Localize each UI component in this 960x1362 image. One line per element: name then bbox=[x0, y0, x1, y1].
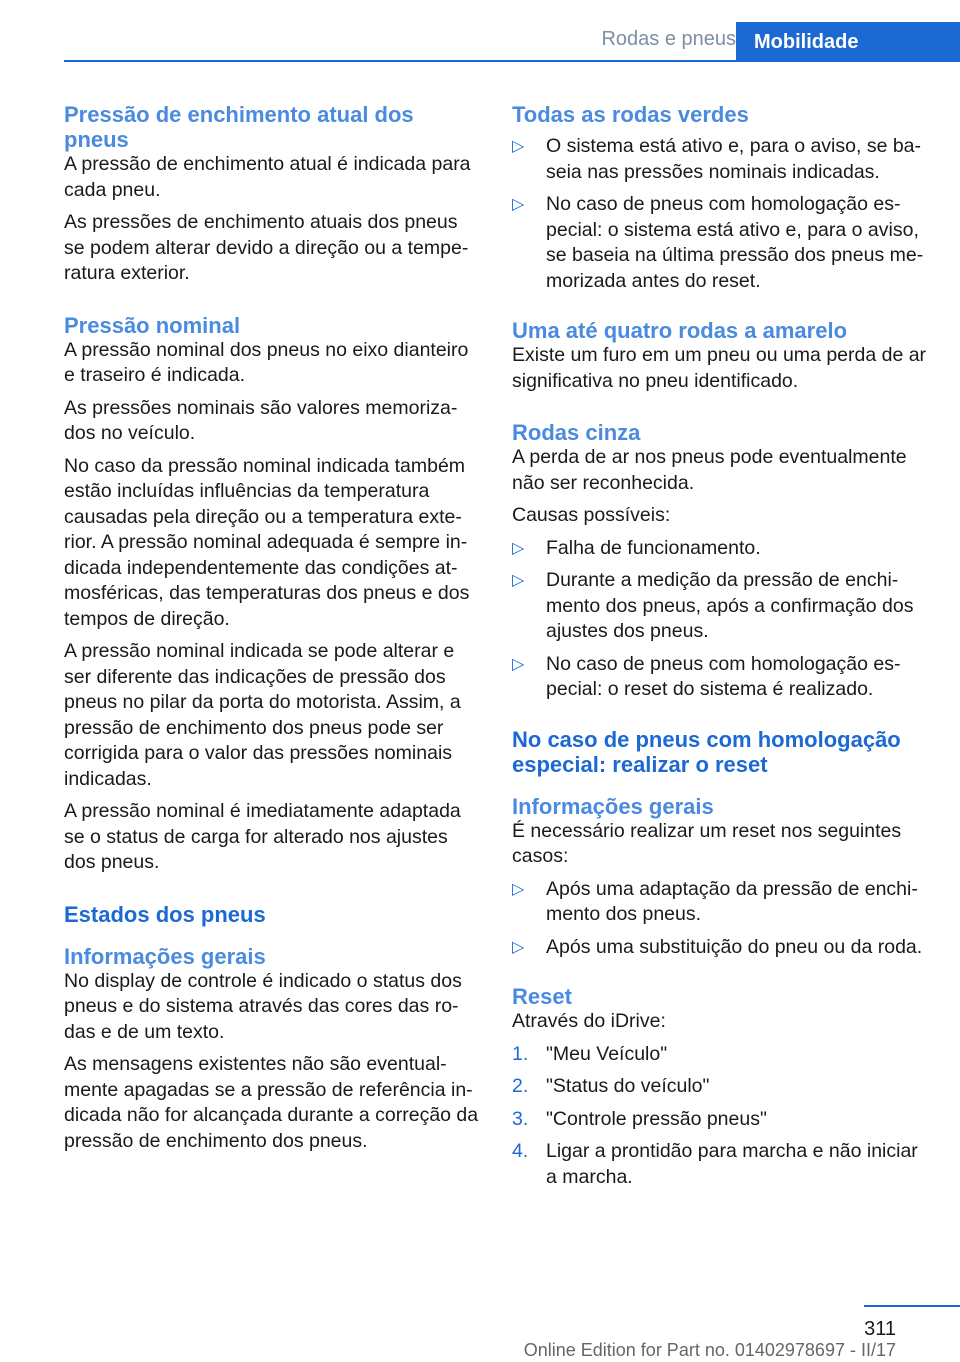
step-item: 3. "Controle pressão pneus" bbox=[512, 1107, 928, 1133]
left-column bbox=[64, 102, 480, 1154]
paragraph: No caso da pressão nominal indicada também estão incluídas influências da temperatura causadas pela direção ou a temperatura exte- rior. A pressão nominal adequada é sempre in- dicada independentemente das condições at- mosféricas, das temperaturas dos pneus e dos tempos de direção. bbox=[64, 454, 470, 630]
list-causes bbox=[512, 536, 928, 703]
triangle-bullet-icon: ▷ bbox=[512, 572, 525, 589]
paragraph: No display de controle é indicado o status dos pneus e do sistema através das cores das ro- das e de um texto. bbox=[64, 969, 462, 1043]
list-item: ▷ O sistema está ativo e, para o aviso, se ba- seia nas pressões nominais indicadas. bbox=[512, 135, 922, 183]
heading-reset: Reset bbox=[512, 984, 572, 1009]
step-item: 1. "Meu Veículo" bbox=[512, 1042, 928, 1068]
triangle-bullet-icon: ▷ bbox=[512, 196, 525, 213]
triangle-bullet-icon: ▷ bbox=[512, 539, 525, 557]
heading-nominal-pressure: Pressão nominal bbox=[64, 312, 241, 338]
triangle-bullet-icon: ▷ bbox=[512, 138, 525, 155]
heading-current-pressure: Pressão de enchimento atual dos pneus bbox=[64, 102, 414, 152]
paragraph: É necessário realizar um reset nos seguintes casos: bbox=[512, 819, 902, 867]
triangle-bullet-icon: ▷ bbox=[512, 655, 525, 673]
step-item: 4. Ligar a prontidão para marcha e não iniciar a marcha. bbox=[512, 1140, 918, 1188]
paragraph: Existe um furo em um pneu ou uma perda de ar significativa no pneu identificado. bbox=[512, 344, 927, 392]
paragraph: A perda de ar nos pneus pode eventualmente não ser reconhecida. bbox=[512, 446, 907, 494]
list-item: ▷ Falha de funcionamento. bbox=[512, 536, 928, 562]
section-label: Rodas e pneus bbox=[601, 28, 736, 50]
paragraph: A pressão nominal indicada se pode alterar e ser diferente das indicações de pressão dos pneus no pilar da porta do motorista. Assim, a pressão de enchimento dos pneus pode ser corrigida para o valor das pressões nominais indicadas. bbox=[64, 640, 461, 790]
step-number: 3. bbox=[512, 1107, 529, 1130]
step-number: 4. bbox=[512, 1140, 529, 1162]
paragraph: As pressões de enchimento atuais dos pneus se podem alterar devido a direção ou a tempe- ratura exterior. bbox=[64, 211, 469, 284]
step-number: 1. bbox=[512, 1042, 529, 1065]
paragraph: A pressão de enchimento atual é indicada para cada pneu. bbox=[64, 153, 471, 201]
heading-general-info: Informações gerais bbox=[512, 793, 714, 819]
right-column bbox=[512, 102, 928, 1197]
chapter-tab: Mobilidade bbox=[736, 22, 960, 62]
list-all-green bbox=[512, 134, 928, 294]
steps-list bbox=[512, 1042, 928, 1191]
footer-rule bbox=[864, 1305, 960, 1307]
paragraph: As mensagens existentes não são eventual- mente apagadas se a pressão de referência in- dicada não for alcançada durante a correção da pressão de enchimento dos pneus. bbox=[64, 1053, 479, 1152]
heading-yellow-wheels: Uma até quatro rodas a amarelo bbox=[512, 318, 848, 343]
heading-tire-states: Estados dos pneus bbox=[64, 901, 266, 927]
list-item: ▷ Após uma adaptação da pressão de enchi- mento dos pneus. bbox=[512, 877, 918, 925]
paragraph: Através do iDrive: bbox=[512, 1010, 666, 1032]
list-item: ▷ No caso de pneus com homologação es- pecial: o reset do sistema é realizado. bbox=[512, 652, 901, 700]
heading-general-info: Informações gerais bbox=[64, 943, 266, 969]
list-item: ▷ No caso de pneus com homologação es- pecial: o sistema está ativo e, para o aviso, se baseia na última pressão dos pneus me- morizada antes do reset. bbox=[512, 193, 924, 292]
paragraph: Causas possíveis: bbox=[512, 504, 671, 526]
list-reset-cases bbox=[512, 877, 928, 961]
heading-reset-special: No caso de pneus com homologação especial: realizar o reset bbox=[512, 726, 901, 777]
triangle-bullet-icon: ▷ bbox=[512, 880, 525, 898]
step-item: 2. "Status do veículo" bbox=[512, 1074, 928, 1100]
heading-grey-wheels: Rodas cinza bbox=[512, 420, 641, 445]
header-rule bbox=[64, 60, 960, 62]
list-item: ▷ Durante a medição da pressão de enchi- mento dos pneus, após a confirmação dos ajustes dos pneus. bbox=[512, 569, 914, 642]
edition-footer: Online Edition for Part no. 01402978697 - II/17 bbox=[523, 1340, 896, 1360]
paragraph: A pressão nominal dos pneus no eixo dianteiro e traseiro é indicada. bbox=[64, 338, 469, 386]
paragraph: A pressão nominal é imediatamente adaptada se o status de carga for alterado nos ajustes dos pneus. bbox=[64, 800, 461, 873]
page-number: 311 bbox=[864, 1318, 896, 1340]
paragraph: As pressões nominais são valores memoriza- dos no veículo. bbox=[64, 396, 458, 444]
step-number: 2. bbox=[512, 1075, 529, 1097]
page-header bbox=[64, 22, 960, 62]
heading-all-green: Todas as rodas verdes bbox=[512, 102, 749, 127]
list-item: ▷ Após uma substituição do pneu ou da roda. bbox=[512, 935, 928, 961]
triangle-bullet-icon: ▷ bbox=[512, 938, 525, 956]
